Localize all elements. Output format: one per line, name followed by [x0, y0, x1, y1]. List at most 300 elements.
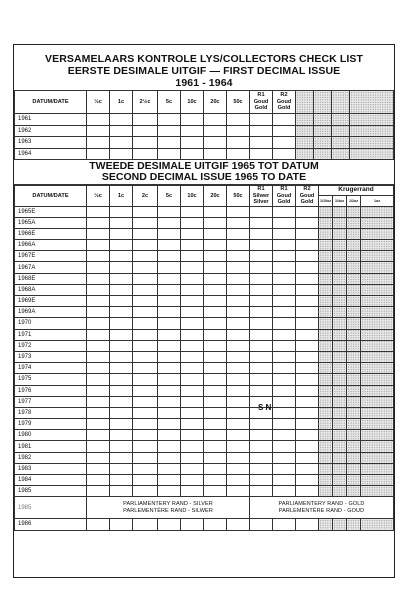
- check-cell[interactable]: [133, 463, 158, 474]
- krugerrand-cell[interactable]: [347, 385, 361, 396]
- krugerrand-cell[interactable]: [361, 262, 394, 273]
- parliament-silver-cell[interactable]: [87, 497, 250, 519]
- check-cell[interactable]: [181, 228, 204, 239]
- krugerrand-cell[interactable]: [361, 452, 394, 463]
- check-cell[interactable]: [110, 486, 133, 497]
- check-cell[interactable]: [250, 452, 273, 463]
- check-cell[interactable]: [273, 385, 296, 396]
- check-cell[interactable]: [227, 419, 250, 430]
- check-cell[interactable]: [158, 240, 181, 251]
- check-cell[interactable]: [204, 228, 227, 239]
- krugerrand-cell[interactable]: [319, 240, 333, 251]
- check-cell[interactable]: [158, 363, 181, 374]
- krugerrand-cell[interactable]: [319, 351, 333, 362]
- check-cell[interactable]: [250, 340, 273, 351]
- check-cell[interactable]: [87, 452, 110, 463]
- check-cell[interactable]: [87, 385, 110, 396]
- check-cell[interactable]: [296, 407, 319, 418]
- krugerrand-cell[interactable]: [361, 206, 394, 217]
- check-cell[interactable]: [87, 273, 110, 284]
- check-cell[interactable]: [227, 125, 250, 137]
- check-cell[interactable]: [110, 519, 133, 530]
- krugerrand-cell[interactable]: [333, 217, 347, 228]
- check-cell[interactable]: [204, 114, 227, 126]
- check-cell[interactable]: [273, 228, 296, 239]
- check-cell[interactable]: [158, 307, 181, 318]
- check-cell[interactable]: [158, 125, 181, 137]
- check-cell[interactable]: [273, 114, 296, 126]
- check-cell[interactable]: [227, 340, 250, 351]
- krugerrand-cell[interactable]: [347, 262, 361, 273]
- check-cell[interactable]: [181, 385, 204, 396]
- check-cell[interactable]: [110, 137, 133, 149]
- check-cell[interactable]: [133, 240, 158, 251]
- check-cell[interactable]: [273, 340, 296, 351]
- krugerrand-cell[interactable]: [319, 217, 333, 228]
- krugerrand-cell[interactable]: [361, 251, 394, 262]
- check-cell[interactable]: [110, 251, 133, 262]
- krugerrand-cell[interactable]: [333, 463, 347, 474]
- check-cell[interactable]: [110, 329, 133, 340]
- check-cell[interactable]: [133, 217, 158, 228]
- check-cell[interactable]: [250, 148, 273, 160]
- check-cell[interactable]: [204, 430, 227, 441]
- check-cell[interactable]: [181, 114, 204, 126]
- check-cell[interactable]: [227, 307, 250, 318]
- check-cell[interactable]: [204, 452, 227, 463]
- check-cell[interactable]: [110, 452, 133, 463]
- check-cell[interactable]: [110, 430, 133, 441]
- check-cell[interactable]: [158, 284, 181, 295]
- check-cell[interactable]: [181, 374, 204, 385]
- check-cell[interactable]: [227, 475, 250, 486]
- check-cell[interactable]: [296, 206, 319, 217]
- check-cell[interactable]: [296, 463, 319, 474]
- check-cell[interactable]: [227, 463, 250, 474]
- krugerrand-cell[interactable]: [333, 475, 347, 486]
- krugerrand-cell[interactable]: [333, 284, 347, 295]
- check-cell[interactable]: [181, 340, 204, 351]
- krugerrand-cell[interactable]: [333, 419, 347, 430]
- check-cell[interactable]: [158, 441, 181, 452]
- check-cell[interactable]: [296, 475, 319, 486]
- krugerrand-cell[interactable]: [319, 251, 333, 262]
- parliament-gold-cell[interactable]: [250, 497, 394, 519]
- check-cell[interactable]: [110, 125, 133, 137]
- check-cell[interactable]: [158, 148, 181, 160]
- krugerrand-cell[interactable]: [319, 363, 333, 374]
- check-cell[interactable]: [181, 419, 204, 430]
- check-cell[interactable]: [204, 273, 227, 284]
- krugerrand-cell[interactable]: [361, 284, 394, 295]
- check-cell[interactable]: [181, 137, 204, 149]
- check-cell[interactable]: [204, 519, 227, 530]
- krugerrand-cell[interactable]: [319, 273, 333, 284]
- check-cell[interactable]: [181, 240, 204, 251]
- krugerrand-cell[interactable]: [361, 385, 394, 396]
- check-cell[interactable]: [204, 148, 227, 160]
- krugerrand-cell[interactable]: [319, 374, 333, 385]
- check-cell[interactable]: [296, 385, 319, 396]
- check-cell[interactable]: [87, 307, 110, 318]
- krugerrand-cell[interactable]: [333, 307, 347, 318]
- check-cell[interactable]: [296, 262, 319, 273]
- check-cell[interactable]: [250, 114, 273, 126]
- check-cell[interactable]: [227, 114, 250, 126]
- check-cell[interactable]: [87, 296, 110, 307]
- check-cell[interactable]: [273, 273, 296, 284]
- check-cell[interactable]: [181, 296, 204, 307]
- check-cell[interactable]: [250, 262, 273, 273]
- check-cell[interactable]: [227, 228, 250, 239]
- check-cell[interactable]: [204, 125, 227, 137]
- check-cell[interactable]: [181, 441, 204, 452]
- check-cell[interactable]: [273, 284, 296, 295]
- check-cell[interactable]: [158, 475, 181, 486]
- check-cell[interactable]: [227, 363, 250, 374]
- check-cell[interactable]: [158, 114, 181, 126]
- krugerrand-cell[interactable]: [361, 307, 394, 318]
- krugerrand-cell[interactable]: [319, 486, 333, 497]
- check-cell[interactable]: [133, 273, 158, 284]
- krugerrand-cell[interactable]: [361, 340, 394, 351]
- check-cell[interactable]: [227, 407, 250, 418]
- krugerrand-cell[interactable]: [347, 441, 361, 452]
- krugerrand-cell[interactable]: [347, 240, 361, 251]
- check-cell[interactable]: [87, 206, 110, 217]
- check-cell[interactable]: [133, 430, 158, 441]
- krugerrand-cell[interactable]: [347, 251, 361, 262]
- krugerrand-cell[interactable]: [333, 363, 347, 374]
- check-cell[interactable]: [87, 475, 110, 486]
- check-cell[interactable]: [110, 396, 133, 407]
- check-cell[interactable]: [181, 363, 204, 374]
- check-cell[interactable]: [227, 137, 250, 149]
- check-cell[interactable]: [273, 441, 296, 452]
- check-cell[interactable]: [250, 329, 273, 340]
- krugerrand-cell[interactable]: [333, 318, 347, 329]
- check-cell[interactable]: [181, 430, 204, 441]
- check-cell[interactable]: [87, 240, 110, 251]
- check-cell[interactable]: [296, 228, 319, 239]
- check-cell[interactable]: [110, 296, 133, 307]
- check-cell[interactable]: [110, 419, 133, 430]
- check-cell[interactable]: [273, 407, 296, 418]
- check-cell[interactable]: [110, 407, 133, 418]
- check-cell[interactable]: [204, 419, 227, 430]
- check-cell[interactable]: [158, 519, 181, 530]
- check-cell[interactable]: [110, 148, 133, 160]
- check-cell[interactable]: [181, 284, 204, 295]
- krugerrand-cell[interactable]: [361, 296, 394, 307]
- check-cell[interactable]: [110, 228, 133, 239]
- check-cell[interactable]: [158, 262, 181, 273]
- krugerrand-cell[interactable]: [333, 228, 347, 239]
- check-cell[interactable]: [133, 396, 158, 407]
- check-cell[interactable]: [204, 486, 227, 497]
- check-cell[interactable]: [158, 340, 181, 351]
- check-cell[interactable]: [204, 217, 227, 228]
- check-cell[interactable]: [87, 363, 110, 374]
- check-cell[interactable]: [250, 486, 273, 497]
- check-cell[interactable]: [110, 363, 133, 374]
- check-cell[interactable]: [133, 340, 158, 351]
- check-cell[interactable]: [181, 217, 204, 228]
- check-cell[interactable]: [296, 363, 319, 374]
- krugerrand-cell[interactable]: [333, 452, 347, 463]
- check-cell[interactable]: [273, 251, 296, 262]
- krugerrand-cell[interactable]: [333, 329, 347, 340]
- check-cell[interactable]: [110, 284, 133, 295]
- krugerrand-cell[interactable]: [319, 228, 333, 239]
- check-cell[interactable]: [181, 329, 204, 340]
- krugerrand-cell[interactable]: [333, 262, 347, 273]
- check-cell[interactable]: [158, 318, 181, 329]
- check-cell[interactable]: [87, 125, 110, 137]
- check-cell[interactable]: [204, 329, 227, 340]
- check-cell[interactable]: [250, 206, 273, 217]
- check-cell[interactable]: [158, 374, 181, 385]
- check-cell[interactable]: [204, 307, 227, 318]
- krugerrand-cell[interactable]: [319, 463, 333, 474]
- krugerrand-cell[interactable]: [361, 217, 394, 228]
- krugerrand-cell[interactable]: [319, 519, 333, 530]
- check-cell[interactable]: [133, 137, 158, 149]
- check-cell[interactable]: [133, 262, 158, 273]
- check-cell[interactable]: [181, 452, 204, 463]
- check-cell[interactable]: [273, 351, 296, 362]
- krugerrand-cell[interactable]: [361, 475, 394, 486]
- check-cell[interactable]: [133, 475, 158, 486]
- check-cell[interactable]: [181, 148, 204, 160]
- krugerrand-cell[interactable]: [347, 307, 361, 318]
- krugerrand-cell[interactable]: [333, 351, 347, 362]
- check-cell[interactable]: [181, 273, 204, 284]
- krugerrand-cell[interactable]: [361, 419, 394, 430]
- check-cell[interactable]: [133, 318, 158, 329]
- check-cell[interactable]: [110, 340, 133, 351]
- krugerrand-cell[interactable]: [333, 519, 347, 530]
- check-cell[interactable]: [158, 228, 181, 239]
- check-cell[interactable]: [296, 452, 319, 463]
- check-cell[interactable]: [227, 519, 250, 530]
- check-cell[interactable]: [204, 318, 227, 329]
- check-cell[interactable]: [227, 240, 250, 251]
- check-cell[interactable]: [87, 351, 110, 362]
- check-cell[interactable]: [227, 296, 250, 307]
- check-cell[interactable]: [158, 351, 181, 362]
- check-cell[interactable]: [110, 240, 133, 251]
- check-cell[interactable]: [133, 251, 158, 262]
- check-cell[interactable]: [296, 340, 319, 351]
- krugerrand-cell[interactable]: [333, 251, 347, 262]
- check-cell[interactable]: [273, 206, 296, 217]
- check-cell[interactable]: [110, 273, 133, 284]
- check-cell[interactable]: [273, 137, 296, 149]
- krugerrand-cell[interactable]: [319, 329, 333, 340]
- check-cell[interactable]: [204, 407, 227, 418]
- check-cell[interactable]: [250, 463, 273, 474]
- check-cell[interactable]: [273, 240, 296, 251]
- check-cell[interactable]: [87, 217, 110, 228]
- check-cell[interactable]: [273, 329, 296, 340]
- check-cell[interactable]: [158, 273, 181, 284]
- check-cell[interactable]: [204, 396, 227, 407]
- check-cell[interactable]: [110, 385, 133, 396]
- check-cell[interactable]: [273, 363, 296, 374]
- krugerrand-cell[interactable]: [361, 486, 394, 497]
- krugerrand-cell[interactable]: [361, 329, 394, 340]
- check-cell[interactable]: [181, 407, 204, 418]
- check-cell[interactable]: [87, 463, 110, 474]
- krugerrand-cell[interactable]: [319, 396, 333, 407]
- check-cell[interactable]: [273, 296, 296, 307]
- check-cell[interactable]: [227, 430, 250, 441]
- check-cell[interactable]: [227, 273, 250, 284]
- krugerrand-cell[interactable]: [347, 228, 361, 239]
- krugerrand-cell[interactable]: [347, 318, 361, 329]
- check-cell[interactable]: [296, 374, 319, 385]
- check-cell[interactable]: [110, 475, 133, 486]
- check-cell[interactable]: [204, 385, 227, 396]
- check-cell[interactable]: [296, 251, 319, 262]
- check-cell[interactable]: [110, 307, 133, 318]
- check-cell[interactable]: [250, 137, 273, 149]
- krugerrand-cell[interactable]: [333, 396, 347, 407]
- check-cell[interactable]: [296, 430, 319, 441]
- check-cell[interactable]: [204, 296, 227, 307]
- krugerrand-cell[interactable]: [361, 441, 394, 452]
- check-cell[interactable]: [273, 486, 296, 497]
- check-cell[interactable]: [296, 441, 319, 452]
- check-cell[interactable]: [87, 340, 110, 351]
- check-cell[interactable]: [227, 385, 250, 396]
- krugerrand-cell[interactable]: [319, 307, 333, 318]
- check-cell[interactable]: [204, 251, 227, 262]
- check-cell[interactable]: [227, 318, 250, 329]
- krugerrand-cell[interactable]: [347, 407, 361, 418]
- krugerrand-cell[interactable]: [361, 363, 394, 374]
- check-cell[interactable]: [250, 125, 273, 137]
- krugerrand-cell[interactable]: [361, 407, 394, 418]
- check-cell[interactable]: [227, 374, 250, 385]
- check-cell[interactable]: [227, 206, 250, 217]
- check-cell[interactable]: [133, 296, 158, 307]
- krugerrand-cell[interactable]: [347, 284, 361, 295]
- check-cell[interactable]: [204, 262, 227, 273]
- check-cell[interactable]: [158, 206, 181, 217]
- krugerrand-cell[interactable]: [319, 441, 333, 452]
- krugerrand-cell[interactable]: [347, 475, 361, 486]
- check-cell[interactable]: [87, 137, 110, 149]
- check-cell[interactable]: [227, 441, 250, 452]
- krugerrand-cell[interactable]: [361, 463, 394, 474]
- krugerrand-cell[interactable]: [319, 407, 333, 418]
- check-cell[interactable]: [250, 430, 273, 441]
- check-cell[interactable]: [133, 329, 158, 340]
- check-cell[interactable]: [158, 463, 181, 474]
- krugerrand-cell[interactable]: [333, 374, 347, 385]
- krugerrand-cell[interactable]: [361, 228, 394, 239]
- check-cell[interactable]: [250, 273, 273, 284]
- check-cell[interactable]: [227, 148, 250, 160]
- check-cell[interactable]: [110, 441, 133, 452]
- check-cell[interactable]: [227, 262, 250, 273]
- check-cell[interactable]: [227, 217, 250, 228]
- krugerrand-cell[interactable]: [333, 296, 347, 307]
- check-cell[interactable]: [110, 217, 133, 228]
- check-cell[interactable]: [296, 217, 319, 228]
- check-cell[interactable]: [133, 385, 158, 396]
- krugerrand-cell[interactable]: [347, 486, 361, 497]
- check-cell[interactable]: [227, 452, 250, 463]
- check-cell[interactable]: [133, 486, 158, 497]
- check-cell[interactable]: [204, 475, 227, 486]
- krugerrand-cell[interactable]: [319, 385, 333, 396]
- check-cell[interactable]: [181, 307, 204, 318]
- check-cell[interactable]: [87, 486, 110, 497]
- krugerrand-cell[interactable]: [361, 396, 394, 407]
- krugerrand-cell[interactable]: [333, 273, 347, 284]
- check-cell[interactable]: [250, 385, 273, 396]
- check-cell[interactable]: [87, 228, 110, 239]
- krugerrand-cell[interactable]: [319, 452, 333, 463]
- check-cell[interactable]: [227, 329, 250, 340]
- krugerrand-cell[interactable]: [347, 396, 361, 407]
- krugerrand-cell[interactable]: [333, 340, 347, 351]
- check-cell[interactable]: [296, 486, 319, 497]
- krugerrand-cell[interactable]: [333, 407, 347, 418]
- check-cell[interactable]: [296, 329, 319, 340]
- check-cell[interactable]: [133, 228, 158, 239]
- krugerrand-cell[interactable]: [319, 475, 333, 486]
- check-cell[interactable]: [273, 463, 296, 474]
- check-cell[interactable]: [273, 475, 296, 486]
- check-cell[interactable]: [181, 318, 204, 329]
- check-cell[interactable]: [296, 419, 319, 430]
- check-cell[interactable]: [181, 251, 204, 262]
- check-cell[interactable]: [87, 114, 110, 126]
- krugerrand-cell[interactable]: [347, 273, 361, 284]
- check-cell[interactable]: [273, 318, 296, 329]
- krugerrand-cell[interactable]: [347, 351, 361, 362]
- check-cell[interactable]: [296, 273, 319, 284]
- check-cell[interactable]: [87, 430, 110, 441]
- check-cell[interactable]: [87, 284, 110, 295]
- check-cell[interactable]: [250, 284, 273, 295]
- check-cell[interactable]: [296, 307, 319, 318]
- krugerrand-cell[interactable]: [347, 206, 361, 217]
- check-cell[interactable]: [181, 125, 204, 137]
- check-cell[interactable]: [87, 519, 110, 530]
- check-cell[interactable]: [87, 374, 110, 385]
- check-cell[interactable]: [227, 284, 250, 295]
- check-cell[interactable]: [158, 251, 181, 262]
- check-cell[interactable]: [250, 228, 273, 239]
- check-cell[interactable]: [158, 385, 181, 396]
- check-cell[interactable]: [273, 430, 296, 441]
- krugerrand-cell[interactable]: [319, 284, 333, 295]
- krugerrand-cell[interactable]: [347, 340, 361, 351]
- krugerrand-cell[interactable]: [347, 430, 361, 441]
- check-cell[interactable]: [181, 486, 204, 497]
- check-cell[interactable]: [227, 486, 250, 497]
- check-cell[interactable]: [204, 206, 227, 217]
- check-cell[interactable]: [296, 284, 319, 295]
- check-cell[interactable]: [250, 240, 273, 251]
- krugerrand-cell[interactable]: [333, 430, 347, 441]
- check-cell[interactable]: [110, 114, 133, 126]
